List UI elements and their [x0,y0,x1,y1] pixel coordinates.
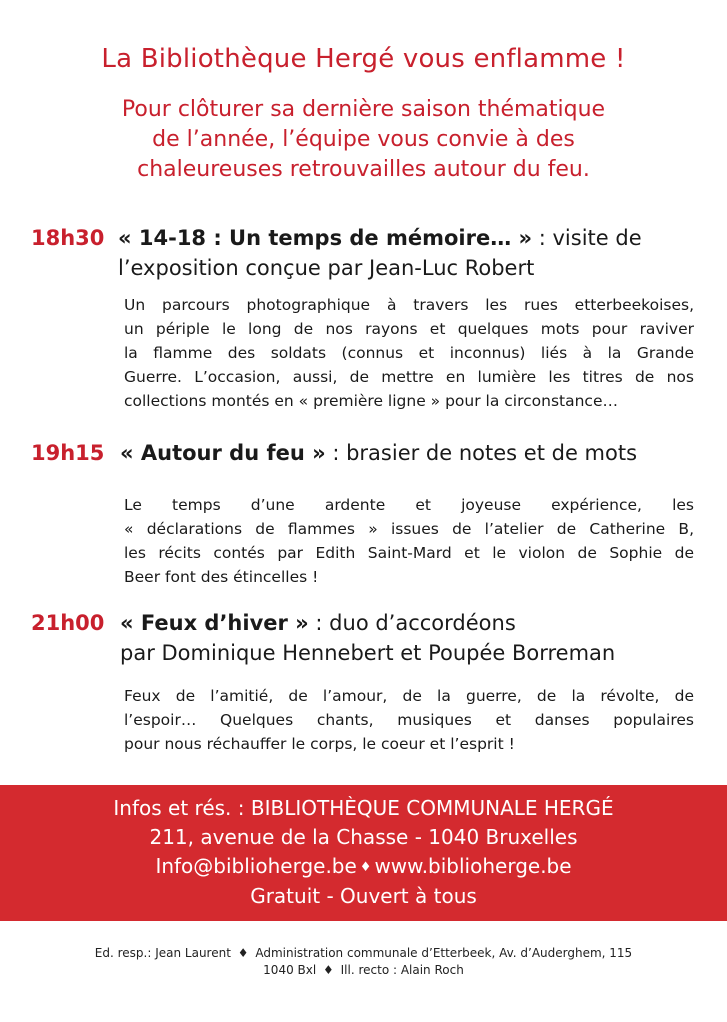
intro-line: de l’année, l’équipe vous convie à des [152,127,575,152]
banner-address-line: 211, avenue de la Chasse - 1040 Bruxelles [149,825,578,849]
event-title-line2: l’exposition conçue par Jean-Luc Robert [118,256,535,280]
intro-text [0,95,727,185]
description-line: pour nous réchauffer le corps, le coeur et l’esprit ! [124,735,515,753]
page-title: La Bibliothèque Hergé vous enflamme ! [101,44,626,74]
event-heading [118,223,698,283]
description-line: Le temps d’une ardente et joyeuse expérience, les [124,496,694,514]
event-title-rest: : duo d’accordéons [308,611,516,635]
description-line: la flamme des soldats (connus et inconnus) liés à la Grande [124,344,694,362]
footer-postcode: 1040 Bxl [263,963,317,977]
description-line: Feux de l’amitié, de l’amour, de la guerre, de la révolte, de [124,687,694,705]
diamond-separator-icon: ♦ [237,946,249,960]
event-title-rest: : brasier de notes et de mots [325,441,638,465]
event-title: « Autour du feu » [120,441,326,465]
event-heading [120,608,700,668]
banner-web-line [0,852,727,882]
event-title: « Feux d’hiver » [120,611,309,635]
footer-credits [0,945,727,979]
description-line: Un parcours photographique à travers les rues etterbeekoises, [124,296,694,314]
diamond-separator-icon: ♦ [359,860,372,875]
description-line: Beer font des étincelles ! [124,568,319,586]
event-title: « 14-18 : Un temps de mémoire… » [118,226,533,250]
banner-contact-line: Infos et rés. : BIBLIOTHÈQUE COMMUNALE HERGÉ [113,796,614,820]
intro-line: chaleureuses retrouvailles autour du feu. [137,157,590,182]
event-description [124,493,694,589]
event-title-rest: : visite de [532,226,642,250]
description-line: l’espoir… Quelques chants, musiques et danses populaires [124,711,694,729]
footer-administration: Administration communale d’Etterbeek, Av. d’Auderghem, 115 [255,946,633,960]
event-time: 19h15 [31,441,105,465]
email-link[interactable]: Info@biblioherge.be [155,854,357,878]
event-description [124,293,694,413]
event-heading [120,438,700,468]
footer-illustration-credit: Ill. recto : Alain Roch [340,963,464,977]
event-title-line2: par Dominique Hennebert et Poupée Borreman [120,641,616,665]
event-time: 18h30 [31,226,105,250]
description-line: un périple le long de nos rayons et quelques mots pour raviver [124,320,694,338]
description-line: Guerre. L’occasion, aussi, de mettre en lumière les titres de nos [124,368,694,386]
event-description [124,684,694,756]
description-line: collections montés en « première ligne » pour la circonstance… [124,392,618,410]
intro-line: Pour clôturer sa dernière saison thématique [121,97,606,122]
event-time: 21h00 [31,611,105,635]
website-link[interactable]: www.biblioherge.be [374,854,572,878]
banner-admission-line: Gratuit - Ouvert à tous [250,884,477,908]
diamond-separator-icon: ♦ [323,963,334,977]
info-banner [0,785,727,921]
description-line: « déclarations de flammes » issues de l’atelier de Catherine B, [124,520,694,538]
description-line: les récits contés par Edith Saint-Mard et le violon de Sophie de [124,544,694,562]
footer-publisher: Ed. resp.: Jean Laurent [94,946,231,960]
